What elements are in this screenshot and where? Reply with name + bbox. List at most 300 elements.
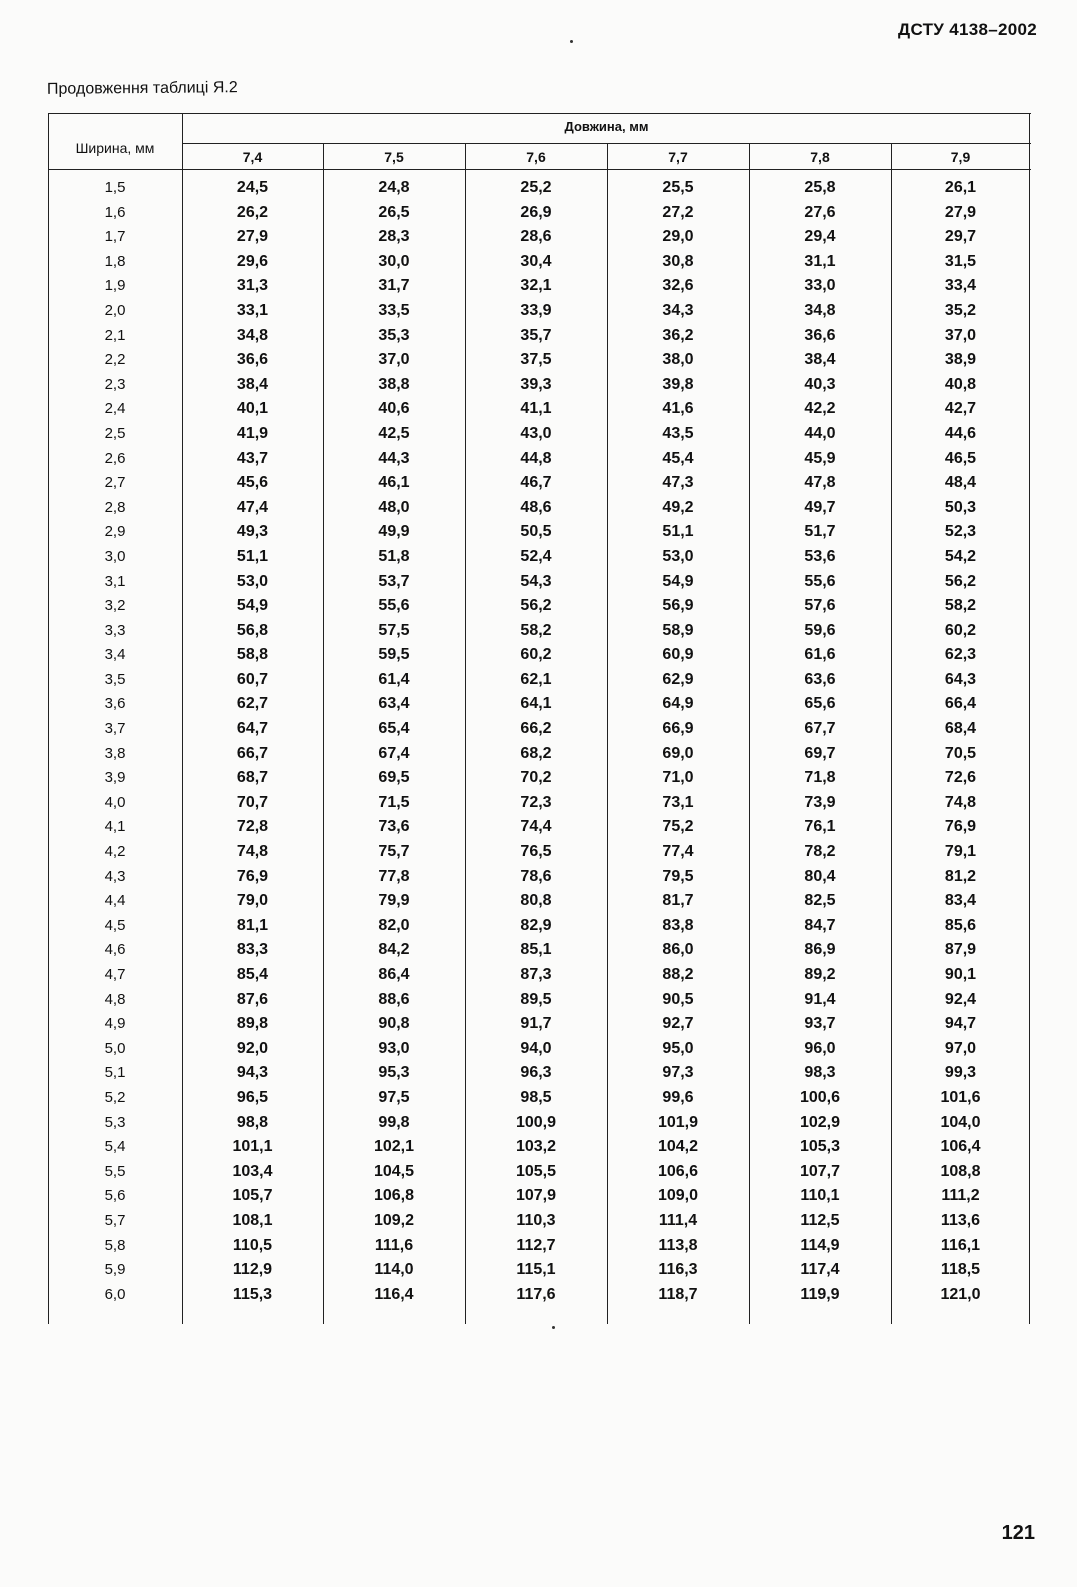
value-cell: 56,2	[520, 597, 552, 615]
value-cell: 47,8	[804, 474, 836, 492]
value-cell: 61,4	[378, 670, 410, 688]
value-cell: 64,1	[520, 695, 552, 713]
table-row	[48, 400, 1031, 425]
value-cell: 115,3	[232, 1285, 273, 1303]
value-cell: 53,0	[236, 572, 269, 590]
value-cell: 99,8	[378, 1113, 410, 1131]
value-cell: 76,5	[520, 843, 552, 861]
value-cell: 110,1	[800, 1187, 840, 1205]
width-cell: 4,9	[104, 1015, 126, 1033]
value-cell: 83,3	[236, 941, 269, 959]
value-cell: 75,7	[378, 843, 410, 861]
value-cell: 26,9	[520, 203, 552, 221]
value-cell: 40,8	[944, 375, 977, 393]
value-cell: 61,6	[804, 646, 836, 664]
length-header: Довжина, мм	[564, 119, 649, 134]
width-cell: 2,0	[104, 301, 126, 319]
value-cell: 70,5	[944, 744, 977, 762]
value-cell: 86,0	[662, 941, 694, 959]
value-cell: 101,9	[657, 1113, 699, 1131]
table-row	[48, 228, 1031, 253]
value-cell: 51,8	[378, 547, 410, 565]
width-cell: 4,2	[104, 843, 126, 861]
value-cell: 54,3	[520, 572, 552, 590]
value-cell: 98,8	[236, 1113, 269, 1131]
value-cell: 32,6	[662, 277, 694, 295]
value-cell: 82,9	[520, 916, 552, 934]
table-row	[48, 1212, 1031, 1237]
value-cell: 90,8	[378, 1015, 410, 1033]
table-row	[48, 892, 1031, 917]
value-cell: 49,9	[378, 523, 410, 541]
value-cell: 65,6	[804, 695, 836, 713]
table-row	[48, 204, 1031, 229]
value-cell: 111,6	[374, 1236, 414, 1254]
value-cell: 85,4	[236, 966, 269, 983]
value-cell: 79,0	[236, 892, 269, 910]
width-cell: 3,6	[104, 695, 126, 713]
value-cell: 57,5	[378, 621, 410, 639]
value-cell: 112,5	[800, 1211, 840, 1229]
value-cell: 60,2	[520, 646, 552, 664]
value-cell: 64,3	[944, 670, 977, 688]
value-cell: 55,6	[804, 572, 836, 590]
value-cell: 118,7	[658, 1285, 698, 1303]
value-cell: 91,7	[520, 1015, 552, 1033]
value-cell: 114,9	[800, 1236, 840, 1254]
value-cell: 90,5	[662, 990, 694, 1008]
table-row	[48, 597, 1031, 622]
width-cell: 2,7	[104, 474, 126, 492]
data-table	[48, 113, 1031, 1324]
table-row	[48, 1089, 1031, 1114]
width-cell: 5,0	[104, 1039, 126, 1057]
value-cell: 40,3	[804, 375, 836, 393]
value-cell: 55,6	[378, 597, 410, 615]
table-row	[48, 179, 1031, 204]
value-cell: 82,5	[804, 892, 836, 910]
table-row	[48, 425, 1031, 450]
value-cell: 104,5	[373, 1162, 415, 1180]
value-cell: 112,9	[232, 1261, 273, 1279]
width-cell: 3,1	[104, 572, 126, 590]
value-cell: 89,5	[520, 990, 552, 1008]
table-row	[48, 253, 1031, 278]
width-cell: 4,3	[104, 867, 126, 885]
value-cell: 74,4	[520, 818, 552, 836]
value-cell: 60,9	[662, 646, 694, 664]
value-cell: 85,1	[520, 941, 552, 959]
value-cell: 67,7	[804, 720, 836, 738]
table-row	[48, 1015, 1031, 1040]
value-cell: 58,2	[944, 597, 977, 615]
value-cell: 108,1	[232, 1211, 273, 1229]
value-cell: 69,7	[804, 744, 836, 762]
value-cell: 89,8	[236, 1015, 269, 1033]
value-cell: 62,9	[662, 670, 694, 688]
value-cell: 68,4	[944, 720, 977, 738]
value-cell: 71,5	[378, 793, 410, 811]
table-row	[48, 376, 1031, 401]
value-cell: 38,4	[804, 351, 836, 369]
length-column-header: 7,8	[810, 149, 830, 165]
value-cell: 39,3	[520, 375, 552, 393]
value-cell: 38,4	[236, 375, 269, 393]
value-cell: 106,4	[940, 1138, 981, 1156]
value-cell: 44,6	[944, 424, 977, 442]
table-row	[48, 1187, 1031, 1212]
value-cell: 115,1	[516, 1261, 556, 1279]
width-cell: 4,0	[104, 793, 126, 811]
table-row	[48, 1064, 1031, 1089]
value-cell: 105,5	[515, 1162, 557, 1180]
value-cell: 48,0	[378, 498, 410, 516]
value-cell: 72,8	[236, 818, 269, 836]
table-row	[48, 1237, 1031, 1262]
value-cell: 116,4	[374, 1285, 414, 1303]
table-row	[48, 818, 1031, 843]
value-cell: 34,8	[236, 326, 269, 344]
value-cell: 97,0	[944, 1039, 977, 1057]
table-row	[48, 868, 1031, 893]
value-cell: 102,1	[373, 1138, 415, 1156]
width-cell: 3,9	[104, 769, 126, 787]
value-cell: 56,2	[944, 572, 977, 590]
value-cell: 56,8	[236, 621, 269, 639]
document-code: ДСТУ 4138–2002	[898, 20, 1037, 39]
value-cell: 47,3	[662, 474, 694, 492]
value-cell: 84,7	[804, 916, 836, 934]
table-row	[48, 573, 1031, 598]
value-cell: 71,0	[662, 769, 694, 787]
table-body	[48, 179, 1031, 1310]
value-cell: 78,2	[804, 843, 836, 861]
value-cell: 74,8	[944, 793, 977, 811]
value-cell: 107,9	[515, 1187, 557, 1205]
value-cell: 96,0	[804, 1039, 836, 1057]
value-cell: 68,7	[236, 769, 269, 787]
value-cell: 33,4	[944, 277, 977, 295]
width-cell: 2,6	[104, 449, 126, 467]
table-row	[48, 1261, 1031, 1286]
value-cell: 45,9	[804, 449, 836, 467]
value-cell: 42,2	[804, 400, 836, 418]
value-cell: 30,0	[378, 252, 410, 270]
width-cell: 2,4	[104, 400, 126, 418]
table-row	[48, 745, 1031, 770]
value-cell: 43,5	[662, 424, 694, 442]
value-cell: 121,0	[940, 1285, 981, 1303]
width-cell: 6,0	[104, 1285, 126, 1303]
value-cell: 84,2	[378, 941, 410, 959]
width-cell: 2,2	[104, 351, 126, 369]
table-row	[48, 523, 1031, 548]
value-cell: 113,6	[940, 1211, 981, 1229]
value-cell: 28,6	[520, 228, 552, 246]
value-cell: 43,0	[520, 424, 552, 442]
value-cell: 51,1	[662, 523, 694, 541]
value-cell: 103,2	[515, 1138, 557, 1156]
value-cell: 77,4	[662, 843, 694, 861]
value-cell: 56,9	[662, 597, 694, 615]
value-cell: 80,4	[804, 867, 836, 885]
table-row	[48, 302, 1031, 327]
value-cell: 30,8	[662, 252, 694, 270]
value-cell: 80,8	[520, 892, 552, 910]
width-cell: 2,3	[104, 375, 126, 393]
value-cell: 79,9	[378, 892, 410, 910]
value-cell: 72,6	[944, 769, 977, 787]
value-cell: 104,2	[657, 1138, 699, 1156]
value-cell: 87,9	[944, 941, 977, 959]
width-cell: 3,5	[104, 670, 126, 688]
value-cell: 96,5	[236, 1088, 269, 1106]
value-cell: 54,9	[662, 572, 694, 590]
value-cell: 44,0	[804, 424, 836, 442]
value-cell: 35,3	[378, 326, 410, 344]
value-cell: 39,8	[662, 375, 694, 393]
value-cell: 36,2	[662, 326, 694, 344]
value-cell: 34,8	[804, 301, 836, 319]
value-cell: 86,9	[804, 941, 836, 959]
table-row	[48, 351, 1031, 376]
table-row	[48, 646, 1031, 671]
value-cell: 27,2	[662, 203, 694, 221]
value-cell: 51,7	[804, 523, 836, 541]
width-cell: 3,0	[104, 547, 126, 565]
value-cell: 88,2	[662, 966, 694, 983]
value-cell: 30,4	[520, 252, 552, 270]
value-cell: 73,9	[804, 793, 836, 811]
value-cell: 68,2	[520, 744, 552, 762]
value-cell: 109,2	[373, 1211, 415, 1229]
value-cell: 37,0	[378, 351, 410, 369]
value-cell: 92,0	[236, 1039, 269, 1057]
length-column-header: 7,5	[384, 149, 404, 165]
scan-speck	[552, 1326, 555, 1329]
value-cell: 102,9	[799, 1113, 841, 1131]
table-row	[48, 1286, 1031, 1311]
value-cell: 93,7	[804, 1015, 836, 1033]
value-cell: 83,4	[944, 892, 977, 910]
width-cell: 5,5	[104, 1162, 126, 1180]
value-cell: 33,1	[236, 301, 269, 319]
width-cell: 1,5	[104, 179, 126, 196]
value-cell: 36,6	[804, 326, 836, 344]
value-cell: 108,8	[940, 1162, 981, 1180]
value-cell: 105,3	[799, 1138, 841, 1156]
value-cell: 29,0	[662, 228, 694, 246]
width-cell: 4,1	[104, 818, 126, 836]
value-cell: 26,1	[944, 179, 977, 196]
value-cell: 79,5	[662, 867, 694, 885]
value-cell: 94,3	[236, 1064, 269, 1082]
width-cell: 4,7	[104, 966, 126, 983]
value-cell: 109,0	[657, 1187, 699, 1205]
value-cell: 29,4	[804, 228, 836, 246]
value-cell: 98,3	[804, 1064, 836, 1082]
width-cell: 4,4	[104, 892, 126, 910]
value-cell: 95,0	[662, 1039, 694, 1057]
table-row	[48, 548, 1031, 573]
value-cell: 106,8	[373, 1187, 415, 1205]
value-cell: 49,7	[804, 498, 836, 516]
value-cell: 31,5	[944, 252, 977, 270]
value-cell: 26,2	[236, 203, 269, 221]
value-cell: 100,6	[799, 1088, 841, 1106]
table-row	[48, 991, 1031, 1016]
value-cell: 118,5	[940, 1261, 981, 1279]
value-cell: 87,6	[236, 990, 269, 1008]
value-cell: 63,4	[378, 695, 410, 713]
value-cell: 104,0	[940, 1113, 981, 1131]
value-cell: 40,6	[378, 400, 410, 418]
width-cell: 5,4	[104, 1138, 126, 1156]
value-cell: 87,3	[520, 966, 552, 983]
page-number: 121	[1001, 1522, 1035, 1544]
value-cell: 116,3	[658, 1261, 698, 1279]
value-cell: 49,3	[236, 523, 269, 541]
table-caption: Продовження таблиці Я.2	[46, 79, 238, 98]
value-cell: 38,0	[662, 351, 694, 369]
width-cell: 1,7	[104, 228, 126, 246]
width-cell: 5,1	[104, 1064, 126, 1082]
width-cell: 1,9	[104, 277, 126, 295]
value-cell: 93,0	[378, 1039, 410, 1057]
value-cell: 110,5	[232, 1236, 273, 1254]
value-cell: 112,7	[516, 1236, 556, 1254]
value-cell: 101,6	[940, 1088, 981, 1106]
table-row	[48, 769, 1031, 794]
value-cell: 64,7	[236, 720, 269, 738]
value-cell: 117,4	[800, 1261, 840, 1279]
value-cell: 52,4	[520, 547, 552, 565]
value-cell: 79,1	[944, 843, 977, 861]
value-cell: 35,2	[944, 301, 977, 319]
width-cell: 1,6	[104, 203, 126, 221]
width-cell: 3,8	[104, 744, 126, 762]
value-cell: 66,9	[662, 720, 694, 738]
table-row	[48, 917, 1031, 942]
value-cell: 38,9	[944, 351, 977, 369]
value-cell: 94,0	[520, 1039, 552, 1057]
length-column-header: 7,4	[242, 149, 263, 165]
value-cell: 41,6	[662, 400, 694, 418]
value-cell: 31,7	[378, 277, 410, 295]
value-cell: 71,8	[804, 769, 836, 787]
width-cell: 4,8	[104, 990, 126, 1008]
width-cell: 4,5	[104, 916, 126, 934]
value-cell: 53,6	[804, 547, 836, 565]
width-cell: 2,5	[104, 424, 126, 442]
value-cell: 48,4	[944, 474, 977, 492]
width-cell: 3,2	[104, 597, 126, 615]
table-row	[48, 843, 1031, 868]
value-cell: 42,7	[944, 400, 977, 418]
width-cell: 3,4	[104, 646, 126, 664]
value-cell: 78,6	[520, 867, 552, 885]
value-cell: 27,6	[804, 203, 836, 221]
value-cell: 46,1	[378, 474, 410, 492]
value-cell: 66,4	[944, 695, 977, 713]
value-cell: 99,6	[662, 1088, 694, 1106]
table-row	[48, 720, 1031, 745]
value-cell: 27,9	[944, 203, 977, 221]
value-cell: 110,3	[516, 1211, 556, 1229]
value-cell: 60,7	[236, 670, 269, 688]
width-cell: 5,3	[104, 1113, 126, 1131]
width-cell: 3,7	[104, 720, 126, 738]
value-cell: 45,6	[236, 474, 269, 492]
value-cell: 58,2	[520, 621, 552, 639]
header-rule	[48, 169, 182, 170]
value-cell: 62,3	[944, 646, 977, 664]
value-cell: 37,0	[944, 326, 977, 344]
value-cell: 113,8	[658, 1236, 698, 1254]
value-cell: 86,4	[378, 966, 410, 983]
value-cell: 91,4	[804, 990, 836, 1008]
value-cell: 46,7	[520, 474, 552, 492]
value-cell: 41,1	[520, 400, 552, 418]
width-cell: 5,9	[104, 1261, 126, 1279]
value-cell: 89,2	[804, 966, 836, 983]
value-cell: 67,4	[378, 744, 410, 762]
value-cell: 34,3	[662, 301, 694, 319]
width-cell: 2,8	[104, 498, 126, 516]
value-cell: 74,8	[236, 843, 269, 861]
value-cell: 107,7	[799, 1162, 841, 1180]
value-cell: 25,2	[520, 179, 552, 196]
value-cell: 33,9	[520, 301, 552, 319]
value-cell: 59,6	[804, 621, 836, 639]
length-column-header: 7,9	[950, 149, 971, 165]
value-cell: 92,4	[944, 990, 977, 1008]
value-cell: 42,5	[378, 424, 410, 442]
value-cell: 65,4	[378, 720, 410, 738]
value-cell: 52,3	[944, 523, 977, 541]
value-cell: 54,9	[236, 597, 269, 615]
header-rule	[182, 143, 1031, 144]
table-row	[48, 277, 1031, 302]
header-rule	[182, 169, 1031, 170]
width-cell: 5,6	[104, 1187, 126, 1205]
value-cell: 81,1	[236, 916, 269, 934]
table-row	[48, 794, 1031, 819]
value-cell: 73,6	[378, 818, 410, 836]
length-column-header: 7,6	[526, 149, 546, 165]
value-cell: 77,8	[378, 867, 410, 885]
value-cell: 82,0	[378, 916, 410, 934]
value-cell: 48,6	[520, 498, 552, 516]
value-cell: 76,9	[236, 867, 269, 885]
width-cell: 5,8	[104, 1236, 126, 1254]
length-column-header: 7,7	[668, 149, 688, 165]
value-cell: 97,5	[378, 1088, 410, 1106]
table-row	[48, 1114, 1031, 1139]
width-cell: 2,1	[104, 326, 126, 344]
value-cell: 33,0	[804, 277, 836, 295]
value-cell: 26,5	[378, 203, 410, 221]
value-cell: 116,1	[940, 1236, 981, 1254]
width-cell: 3,3	[104, 621, 126, 639]
table-row	[48, 450, 1031, 475]
value-cell: 76,1	[804, 818, 836, 836]
table-row	[48, 671, 1031, 696]
value-cell: 111,2	[941, 1187, 980, 1205]
value-cell: 53,0	[662, 547, 694, 565]
value-cell: 27,9	[236, 228, 269, 246]
value-cell: 111,4	[658, 1211, 698, 1229]
